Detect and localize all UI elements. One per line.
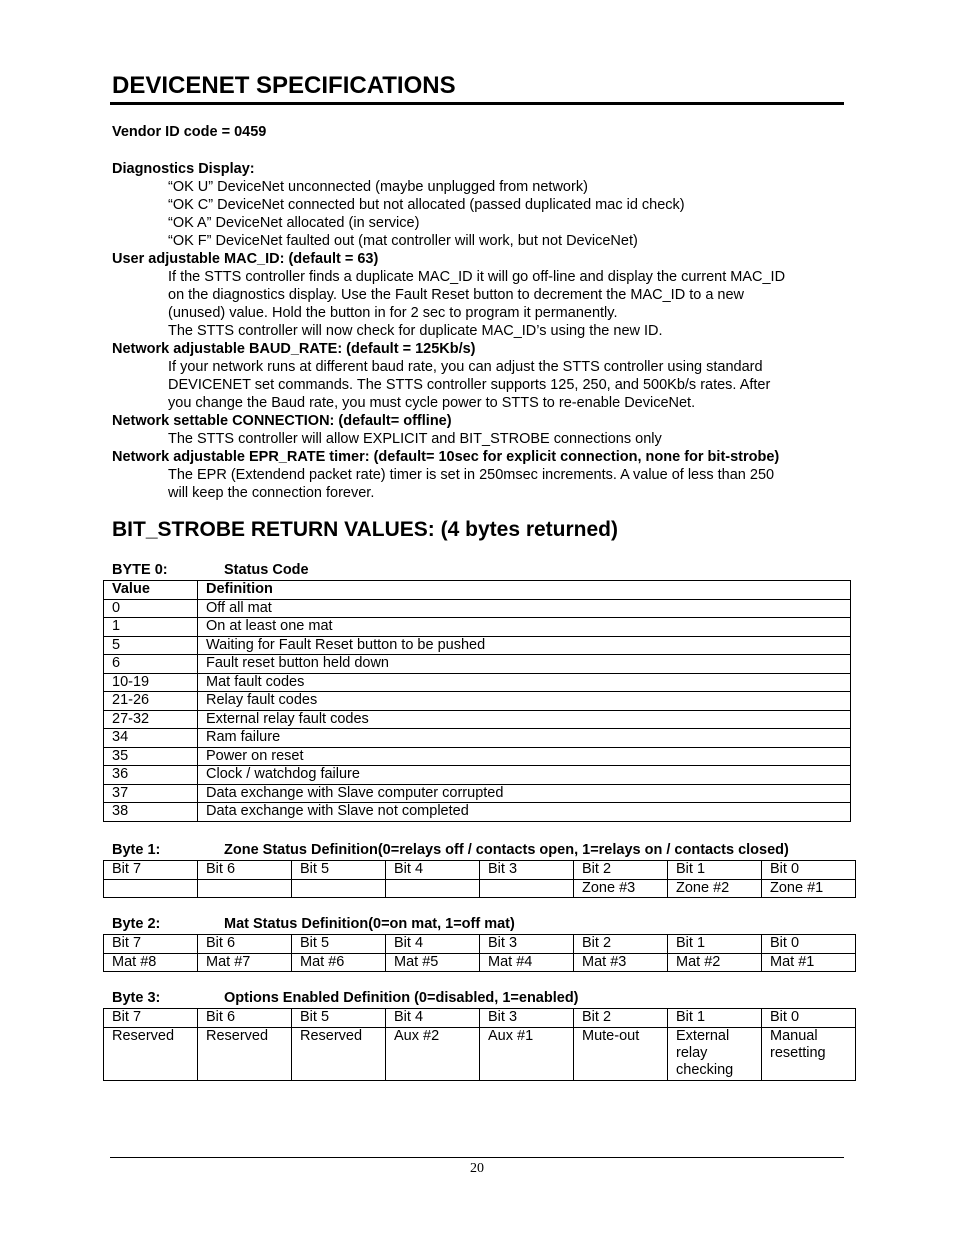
bit-header-cell: Bit 2 bbox=[574, 861, 668, 880]
status-value-cell: 21-26 bbox=[104, 692, 198, 711]
status-value-cell: 5 bbox=[104, 636, 198, 655]
byte2-desc: Mat Status Definition(0=on mat, 1=off mat) bbox=[224, 916, 515, 932]
diagnostics-item: “OK A” DeviceNet allocated (in service) bbox=[168, 215, 420, 231]
bit-header-cell: Bit 0 bbox=[762, 861, 856, 880]
bit-value-cell: External relay checking bbox=[668, 1027, 762, 1080]
byte1-caption bbox=[112, 842, 789, 858]
vendor-id-line: Vendor ID code = 0459 bbox=[112, 124, 267, 140]
bit-value-cell: Mat #8 bbox=[104, 953, 198, 972]
table-row bbox=[104, 710, 851, 729]
baud-rate-heading: Network adjustable BAUD_RATE: (default = 125Kb/s) bbox=[112, 341, 476, 357]
bit-header-cell: Bit 2 bbox=[574, 1009, 668, 1028]
bit-value-cell bbox=[198, 879, 292, 898]
bit-header-cell: Bit 5 bbox=[292, 935, 386, 954]
bit-header-cell: Bit 0 bbox=[762, 935, 856, 954]
bit-header-cell: Bit 3 bbox=[480, 935, 574, 954]
table-header-row bbox=[104, 935, 856, 954]
options-enabled-table bbox=[103, 1008, 856, 1081]
status-definition-cell: Relay fault codes bbox=[198, 692, 851, 711]
bit-header-cell: Bit 6 bbox=[198, 1009, 292, 1028]
bit-header-cell: Bit 5 bbox=[292, 861, 386, 880]
byte3-caption bbox=[112, 990, 579, 1006]
status-value-cell: 38 bbox=[104, 803, 198, 822]
mac-id-heading: User adjustable MAC_ID: (default = 63) bbox=[112, 251, 379, 267]
epr-text: will keep the connection forever. bbox=[168, 485, 375, 501]
bit-header-cell: Bit 3 bbox=[480, 861, 574, 880]
bit-value-cell: Mat #3 bbox=[574, 953, 668, 972]
bit-value-cell: Zone #2 bbox=[668, 879, 762, 898]
status-definition-cell: External relay fault codes bbox=[198, 710, 851, 729]
byte2-caption bbox=[112, 916, 515, 932]
diagnostics-item: “OK U” DeviceNet unconnected (maybe unplugged from network) bbox=[168, 179, 588, 195]
bit-value-cell: Mat #6 bbox=[292, 953, 386, 972]
diagnostics-item: “OK C” DeviceNet connected but not allocated (passed duplicated mac id check) bbox=[168, 197, 685, 213]
bit-value-cell: Zone #3 bbox=[574, 879, 668, 898]
mac-id-text: The STTS controller will now check for duplicate MAC_ID’s using the new ID. bbox=[168, 323, 663, 339]
bit-value-cell: Mat #4 bbox=[480, 953, 574, 972]
byte2-label: Byte 2: bbox=[112, 916, 161, 932]
table-header-row bbox=[104, 581, 851, 600]
byte1-desc: Zone Status Definition(0=relays off / contacts open, 1=relays on / contacts closed) bbox=[224, 842, 789, 858]
bit-header-cell: Bit 1 bbox=[668, 935, 762, 954]
zone-status-table bbox=[103, 860, 856, 898]
bit-value-cell: Aux #1 bbox=[480, 1027, 574, 1080]
title-underline bbox=[110, 102, 844, 105]
status-code-table bbox=[103, 580, 851, 822]
byte3-desc: Options Enabled Definition (0=disabled, 1=enabled) bbox=[224, 990, 579, 1006]
status-definition-cell: Data exchange with Slave computer corrupted bbox=[198, 784, 851, 803]
status-definition-cell: Mat fault codes bbox=[198, 673, 851, 692]
baud-rate-text: If your network runs at different baud rate, you can adjust the STTS controller using standard bbox=[168, 359, 763, 375]
status-definition-cell: Fault reset button held down bbox=[198, 655, 851, 674]
table-row bbox=[104, 618, 851, 637]
status-value-cell: 27-32 bbox=[104, 710, 198, 729]
page-number: 20 bbox=[470, 1161, 484, 1176]
table-header-row bbox=[104, 861, 856, 880]
bit-value-cell: Mat #7 bbox=[198, 953, 292, 972]
byte3-label: Byte 3: bbox=[112, 990, 161, 1006]
bit-header-cell: Bit 4 bbox=[386, 935, 480, 954]
bit-header-cell: Bit 4 bbox=[386, 861, 480, 880]
bit-header-cell: Bit 5 bbox=[292, 1009, 386, 1028]
bit-value-cell bbox=[104, 879, 198, 898]
header-definition: Definition bbox=[198, 581, 851, 600]
status-definition-cell: Waiting for Fault Reset button to be pushed bbox=[198, 636, 851, 655]
diagnostics-item: “OK F” DeviceNet faulted out (mat controller will work, but not DeviceNet) bbox=[168, 233, 638, 249]
bit-value-cell: Reserved bbox=[292, 1027, 386, 1080]
status-value-cell: 0 bbox=[104, 599, 198, 618]
bit-value-cell: Mat #1 bbox=[762, 953, 856, 972]
status-definition-cell: Power on reset bbox=[198, 747, 851, 766]
bit-header-cell: Bit 0 bbox=[762, 1009, 856, 1028]
bit-header-cell: Bit 1 bbox=[668, 1009, 762, 1028]
epr-text: The EPR (Extendend packet rate) timer is set in 250msec increments. A value of less than 250 bbox=[168, 467, 775, 483]
bit-value-cell: Mat #2 bbox=[668, 953, 762, 972]
bit-value-cell: Reserved bbox=[104, 1027, 198, 1080]
bit-value-cell: Mat #5 bbox=[386, 953, 480, 972]
status-value-cell: 10-19 bbox=[104, 673, 198, 692]
mac-id-text: If the STTS controller finds a duplicate MAC_ID it will go off-line and display the current MAC_ID bbox=[168, 269, 786, 285]
status-value-cell: 36 bbox=[104, 766, 198, 785]
bit-value-cell: Manual resetting bbox=[762, 1027, 856, 1080]
baud-rate-text: DEVICENET set commands. The STTS controller supports 125, 250, and 500Kb/s rates. After bbox=[168, 377, 771, 393]
status-value-cell: 35 bbox=[104, 747, 198, 766]
bit-header-cell: Bit 6 bbox=[198, 935, 292, 954]
table-row bbox=[104, 673, 851, 692]
status-value-cell: 6 bbox=[104, 655, 198, 674]
table-row bbox=[104, 784, 851, 803]
diagnostics-section bbox=[112, 160, 842, 502]
mac-id-text: (unused) value. Hold the button in for 2 sec to program it permanently. bbox=[168, 305, 618, 321]
header-value: Value bbox=[104, 581, 198, 600]
status-value-cell: 34 bbox=[104, 729, 198, 748]
table-row bbox=[104, 766, 851, 785]
byte0-caption bbox=[112, 562, 309, 578]
status-definition-cell: Data exchange with Slave not completed bbox=[198, 803, 851, 822]
bit-header-cell: Bit 3 bbox=[480, 1009, 574, 1028]
bit-header-cell: Bit 6 bbox=[198, 861, 292, 880]
connection-text: The STTS controller will allow EXPLICIT and BIT_STROBE connections only bbox=[168, 431, 662, 447]
status-definition-cell: Ram failure bbox=[198, 729, 851, 748]
table-row bbox=[104, 1027, 856, 1080]
bit-value-cell: Reserved bbox=[198, 1027, 292, 1080]
byte1-label: Byte 1: bbox=[112, 842, 161, 858]
bit-header-cell: Bit 7 bbox=[104, 935, 198, 954]
status-definition-cell: On at least one mat bbox=[198, 618, 851, 637]
bit-value-cell: Aux #2 bbox=[386, 1027, 480, 1080]
baud-rate-text: you change the Baud rate, you must cycle power to STTS to re-enable DeviceNet. bbox=[168, 395, 696, 411]
table-row bbox=[104, 636, 851, 655]
bit-header-cell: Bit 7 bbox=[104, 861, 198, 880]
byte0-label: BYTE 0: bbox=[112, 562, 168, 578]
status-definition-cell: Clock / watchdog failure bbox=[198, 766, 851, 785]
table-row bbox=[104, 729, 851, 748]
bit-header-cell: Bit 1 bbox=[668, 861, 762, 880]
table-row bbox=[104, 655, 851, 674]
section-title-bit-strobe: BIT_STROBE RETURN VALUES: (4 bytes returned) bbox=[112, 518, 618, 541]
bit-header-cell: Bit 7 bbox=[104, 1009, 198, 1028]
table-row bbox=[104, 879, 856, 898]
table-row bbox=[104, 599, 851, 618]
bit-value-cell bbox=[386, 879, 480, 898]
mac-id-text: on the diagnostics display. Use the Fault Reset button to decrement the MAC_ID to a new bbox=[168, 287, 745, 303]
bit-value-cell bbox=[292, 879, 386, 898]
byte0-desc: Status Code bbox=[224, 562, 309, 578]
connection-heading: Network settable CONNECTION: (default= offline) bbox=[112, 413, 452, 429]
status-value-cell: 37 bbox=[104, 784, 198, 803]
status-definition-cell: Off all mat bbox=[198, 599, 851, 618]
status-value-cell: 1 bbox=[104, 618, 198, 637]
bit-header-cell: Bit 4 bbox=[386, 1009, 480, 1028]
table-row bbox=[104, 953, 856, 972]
page-title: DEVICENET SPECIFICATIONS bbox=[112, 72, 456, 99]
table-header-row bbox=[104, 1009, 856, 1028]
bit-header-cell: Bit 2 bbox=[574, 935, 668, 954]
table-row bbox=[104, 692, 851, 711]
footer-rule bbox=[110, 1157, 844, 1158]
bit-value-cell: Zone #1 bbox=[762, 879, 856, 898]
bit-value-cell bbox=[480, 879, 574, 898]
epr-heading: Network adjustable EPR_RATE timer: (default= 10sec for explicit connection, none for bit-strobe) bbox=[112, 449, 780, 465]
mat-status-table bbox=[103, 934, 856, 972]
diagnostics-heading: Diagnostics Display: bbox=[112, 161, 255, 177]
table-row bbox=[104, 803, 851, 822]
table-row bbox=[104, 747, 851, 766]
bit-value-cell: Mute-out bbox=[574, 1027, 668, 1080]
